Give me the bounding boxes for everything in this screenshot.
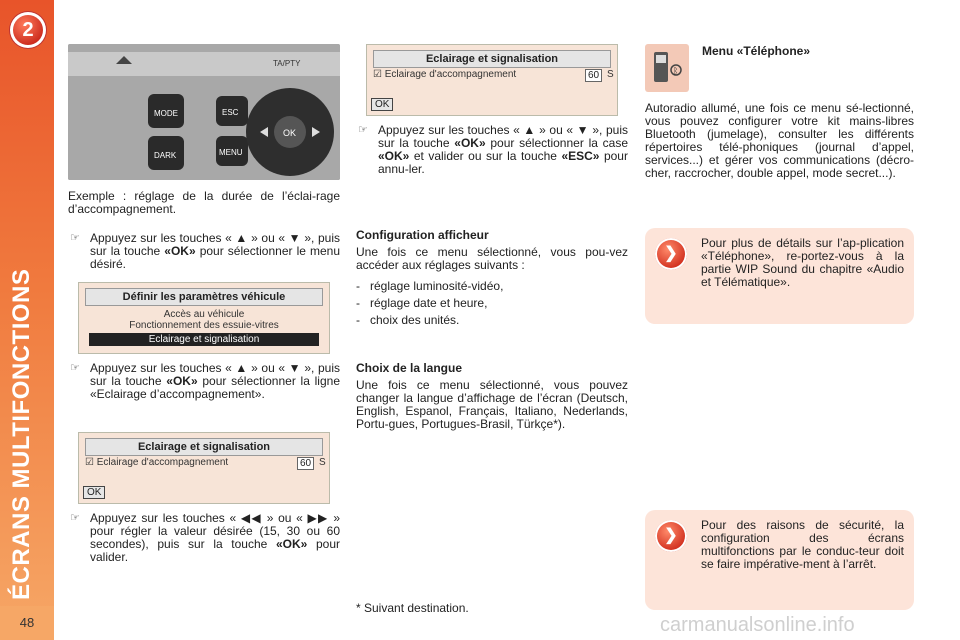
info-box-telephone — [645, 228, 914, 324]
duration-unit: S — [607, 69, 614, 80]
step-2: ☞ Appuyez sur les touches « ▲ » ou « ▼ », puis sur la touche «OK» pour sélectionner la ligne «Eclairage d’accompagnement». — [70, 361, 340, 401]
esc-button-label: ESC — [222, 108, 239, 117]
svg-text:ᛒ: ᛒ — [673, 67, 679, 77]
screen-eclairage-1 — [78, 432, 330, 504]
screen-title: Eclairage et signalisation — [85, 438, 323, 456]
info-text: Pour des raisons de sécurité, la configuration des écrans multifonctions par le conduc-teur doit se faire impérative-ment à l’arrêt. — [701, 518, 904, 571]
menu-item-essuie-vitres: Fonctionnement des essuie-vitres — [129, 320, 279, 331]
info-text: Pour plus de détails sur l’ap-plication «Téléphone», re-portez-vous à la partie WIP Sound du chapitre «Audio et Télématique». — [701, 236, 904, 289]
checkbox-row: ☑ Eclairage d'accompagnement — [373, 69, 517, 80]
control-panel-photo — [68, 44, 340, 180]
config-intro: Une fois ce menu sélectionné, vous pou-vez accéder aux réglages suivants : — [356, 245, 628, 272]
screen-vehicle-params — [78, 282, 330, 354]
langue-section — [356, 362, 628, 431]
ok-box: OK — [83, 486, 105, 499]
duration-unit: S — [319, 457, 326, 468]
hand-pointer-icon: ☞ — [70, 512, 80, 524]
left-column — [68, 190, 340, 271]
langue-text: Une fois ce menu sélectionné, vous pouvez changer la langue d’affichage de l’écran (Deutsch, English, Espanol, Français, Italiano, Nederlands, Portu-gues, Portugues-Brasil, Türkçe*). — [356, 378, 628, 431]
menu-telephone-text: Autoradio allumé, une fois ce menu sé-lectionné, vous pouvez configurer votre kit mains-libres Bluetooth (jumelage), consulter les différents répertoires télé-phoniques (journal d’appel, services...) et gérer vos communications (décro-cher, raccrocher, double appel, mode secret...). — [645, 101, 914, 180]
duration-value: 60 — [585, 69, 602, 82]
mode-button-label: MODE — [154, 109, 178, 118]
info-arrow-icon: ❯ — [655, 520, 687, 552]
page-number: 48 — [0, 606, 54, 640]
chapter-badge-icon: 2 — [10, 12, 46, 48]
step-1: ☞ Appuyez sur les touches « ▲ » ou « ▼ », puis sur la touche «OK» pour sélectionner le menu désiré. — [70, 231, 340, 271]
ok-box: OK — [371, 98, 393, 111]
screen-title: Définir les paramètres véhicule — [85, 288, 323, 306]
footnote: * Suivant destination. — [356, 601, 469, 615]
menu-item-acces: Accès au véhicule — [163, 309, 245, 320]
dark-button-label: DARK — [154, 151, 177, 160]
config-item: - réglage luminosité-vidéo, — [356, 279, 504, 293]
watermark: carmanualsonline.info — [660, 614, 855, 636]
menu-telephone-heading: Menu «Téléphone» — [702, 44, 811, 58]
step-3: ☞ Appuyez sur les touches « ◀◀ » ou « ▶▶ » pour régler la valeur désirée (15, 30 ou 60 secondes), puis sur la touche «OK» pour valider. — [70, 511, 341, 564]
config-section — [356, 229, 628, 329]
menu-item-selected: Eclairage et signalisation — [89, 333, 319, 346]
hand-pointer-icon: ☞ — [70, 232, 80, 244]
phone-bluetooth-icon — [645, 44, 689, 92]
info-arrow-icon: ❯ — [655, 238, 687, 270]
screen-title: Eclairage et signalisation — [373, 50, 611, 68]
config-item: - choix des unités. — [356, 313, 460, 327]
step-4: ☞ Appuyez sur les touches « ▲ » ou « ▼ », puis sur la touche «OK» pour sélectionner la case «OK» et valider ou sur la touche «ESC» pour annu-ler. — [358, 123, 628, 176]
menu-button-label: MENU — [219, 148, 243, 157]
screen-eclairage-2 — [366, 44, 618, 116]
example-caption: Exemple : réglage de la durée de l’éclai-rage d’accompagnement. — [68, 189, 340, 216]
checkbox-row: ☑ Eclairage d'accompagnement — [85, 457, 229, 468]
info-box-securite — [645, 510, 914, 610]
ta-pty-label: TA/PTY — [273, 59, 301, 68]
config-item: - réglage date et heure, — [356, 296, 488, 310]
config-heading: Configuration afficheur — [356, 228, 489, 242]
hand-pointer-icon: ☞ — [70, 362, 80, 374]
langue-heading: Choix de la langue — [356, 361, 463, 375]
duration-value: 60 — [297, 457, 314, 470]
chapter-title: ÉCRANS MULTIFONCTIONS — [8, 268, 35, 600]
hand-pointer-icon: ☞ — [358, 124, 368, 136]
ok-button-label: OK — [283, 128, 297, 138]
